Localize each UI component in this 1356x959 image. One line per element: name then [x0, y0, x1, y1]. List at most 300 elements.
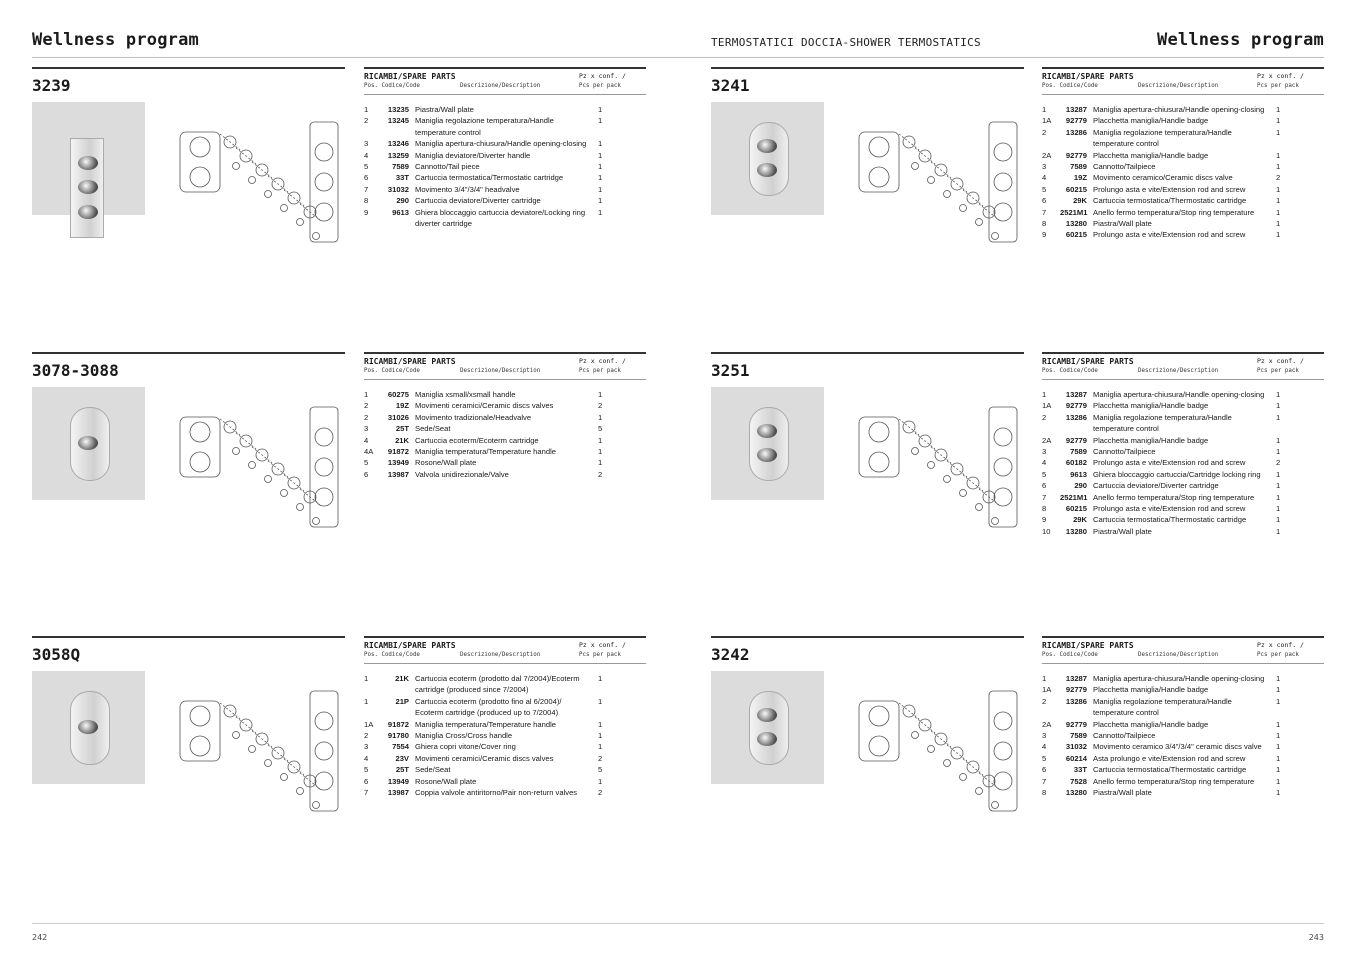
column-pos-code: Pos. Codice/Code [364, 652, 420, 658]
handle-knob [78, 156, 98, 170]
part-row [364, 104, 646, 115]
part-row [364, 389, 646, 400]
part-position: 1A [364, 719, 374, 729]
part-row [1042, 741, 1324, 752]
parts-rows [364, 104, 646, 229]
model-number: 3241 [711, 76, 750, 95]
part-row [1042, 696, 1324, 719]
part-quantity: 1 [598, 776, 603, 786]
part-quantity: 1 [1276, 105, 1281, 114]
exploded-diagram [160, 671, 345, 841]
part-description: Piastra/Wall plate [1093, 526, 1152, 536]
parts-rows [364, 673, 646, 798]
part-code: 31032 [387, 184, 409, 194]
part-code: 13286 [1065, 127, 1087, 137]
part-description: Cartuccia termostatica/Thermostatic cartridge [1093, 196, 1247, 206]
part-row [364, 696, 646, 719]
part-description: Cannotto/Tailpiece [1093, 162, 1156, 172]
part-description: Cartuccia ecoterm (prodotto dal 7/2004)/Ecoterm cartridge (produced since 7/2004) [415, 674, 580, 695]
part-row [1042, 218, 1324, 229]
part-position: 8 [1042, 504, 1047, 514]
part-code: 7528 [1070, 776, 1087, 786]
part-row [1042, 104, 1324, 115]
footer-divider [32, 923, 1324, 924]
part-code: 33T [395, 173, 409, 183]
pieces-per-pack-heading: Pz x conf. / [579, 357, 626, 365]
column-description: Descrizione/Description [460, 368, 541, 374]
table-top-rule [1042, 352, 1324, 354]
part-position: 7 [1042, 492, 1047, 502]
part-row [1042, 673, 1324, 684]
part-code: 60182 [1065, 458, 1087, 468]
product-photo [711, 102, 824, 215]
part-quantity: 1 [1276, 776, 1281, 786]
part-position: 2 [1042, 696, 1047, 706]
column-pos-code: Pos. Codice/Code [364, 368, 420, 374]
part-quantity: 1 [1276, 685, 1281, 695]
part-code: 29K [1073, 515, 1087, 525]
part-description: Placchetta maniglia/Handle badge [1093, 150, 1209, 160]
part-row [1042, 457, 1324, 468]
part-row [1042, 150, 1324, 161]
spare-parts-table [1042, 636, 1324, 876]
header-rule [364, 663, 646, 664]
handle-knob [757, 708, 777, 722]
part-description: Anello fermo temperatura/Stop ring temperature [1093, 492, 1255, 502]
column-pos-code: Pos. Codice/Code [1042, 652, 1098, 658]
part-quantity: 2 [1276, 173, 1281, 183]
column-pcs-per-pack: Pcs per pack [579, 368, 621, 374]
product-section [711, 67, 1024, 317]
part-quantity: 1 [1276, 162, 1281, 172]
pieces-per-pack-heading: Pz x conf. / [579, 641, 626, 649]
part-position: 2 [364, 401, 369, 411]
handle-knob [78, 180, 98, 194]
table-top-rule [1042, 636, 1324, 638]
part-code: 25T [395, 765, 409, 775]
spare-parts-table [1042, 352, 1324, 592]
exploded-diagram [839, 387, 1024, 557]
table-title: RICAMBI/SPARE PARTS [364, 357, 456, 366]
part-code: 31032 [1065, 742, 1087, 752]
section-divider [32, 636, 345, 638]
table-title: RICAMBI/SPARE PARTS [1042, 641, 1134, 650]
part-code: 13246 [387, 139, 409, 149]
exploded-diagram [160, 102, 345, 272]
part-description: Movimento ceramico/Ceramic discs valve [1093, 173, 1233, 183]
part-code: 92779 [1065, 685, 1087, 695]
part-code: 29K [1073, 196, 1087, 206]
part-code: 33T [1073, 765, 1087, 775]
part-code: 21K [395, 674, 409, 683]
column-pcs-per-pack: Pcs per pack [579, 652, 621, 658]
part-description: Rosone/Wall plate [415, 458, 477, 468]
part-position: 1 [364, 390, 369, 399]
part-code: 7554 [392, 742, 409, 752]
part-row [364, 150, 646, 161]
part-quantity: 2 [1276, 458, 1281, 468]
part-description: Maniglia regolazione temperatura/Handle temperature control [1093, 696, 1232, 718]
part-row [364, 776, 646, 787]
part-position: 2 [1042, 127, 1047, 137]
part-position: 2A [1042, 150, 1052, 160]
part-description: Ghiera bloccaggio cartuccia/Cartridge locking ring [1093, 469, 1261, 479]
part-code: 19Z [395, 401, 409, 411]
part-position: 2 [1042, 412, 1047, 422]
product-photo [32, 387, 145, 500]
part-position: 4 [1042, 458, 1047, 468]
header-rule [364, 94, 646, 95]
part-code: 92779 [1065, 150, 1087, 160]
product-section [32, 352, 345, 602]
page-number-right: 243 [1308, 933, 1324, 942]
part-code: 60215 [1065, 230, 1087, 240]
part-description: Maniglia regolazione temperatura/Handle temperature control [415, 116, 554, 137]
pieces-per-pack-heading: Pz x conf. / [1257, 72, 1304, 80]
spare-parts-table [364, 352, 646, 592]
handle-knob [78, 720, 98, 734]
table-top-rule [364, 636, 646, 638]
part-quantity: 5 [598, 765, 603, 775]
part-position: 6 [1042, 481, 1047, 491]
part-description: Maniglia apertura-chiusura/Handle opening-closing [1093, 674, 1265, 683]
part-description: Placchetta maniglia/Handle badge [1093, 401, 1209, 411]
spare-parts-table [1042, 67, 1324, 307]
part-row [364, 161, 646, 172]
part-position: 1 [364, 696, 369, 706]
part-code: 13235 [387, 105, 409, 114]
handle-knob [757, 424, 777, 438]
part-quantity: 1 [1276, 481, 1281, 491]
part-quantity: 1 [1276, 412, 1281, 422]
part-position: 4 [364, 150, 369, 160]
part-row [364, 207, 646, 230]
parts-rows [1042, 673, 1324, 798]
part-quantity: 1 [598, 435, 603, 445]
part-quantity: 1 [1276, 731, 1281, 741]
product-photo [711, 387, 824, 500]
part-row [1042, 719, 1324, 730]
part-description: Valvola unidirezionale/Valve [415, 469, 509, 479]
part-row [1042, 195, 1324, 206]
part-quantity: 1 [1276, 230, 1281, 240]
part-position: 1 [1042, 674, 1047, 683]
part-description: Cartuccia ecoterm/Ecoterm cartridge [415, 435, 539, 445]
part-description: Cartuccia termostatica/Thermostatic cartridge [1093, 765, 1247, 775]
part-row [1042, 480, 1324, 491]
part-row [364, 435, 646, 446]
valve-plate [749, 122, 789, 196]
part-position: 6 [364, 776, 369, 786]
part-code: 290 [396, 196, 409, 206]
part-code: 13286 [1065, 412, 1087, 422]
part-row [364, 753, 646, 764]
part-quantity: 1 [1276, 515, 1281, 525]
part-quantity: 1 [598, 390, 603, 399]
part-quantity: 1 [598, 674, 603, 683]
part-code: 21K [395, 435, 409, 445]
exploded-diagram [839, 102, 1024, 272]
part-description: Piastra/Wall plate [415, 105, 474, 114]
part-quantity: 1 [1276, 492, 1281, 502]
section-divider [711, 636, 1024, 638]
part-row [364, 741, 646, 752]
part-row [364, 764, 646, 775]
part-code: 7589 [392, 162, 409, 172]
part-position: 5 [1042, 469, 1047, 479]
part-position: 2 [364, 412, 369, 422]
part-code: 92779 [1065, 719, 1087, 729]
part-code: 91872 [387, 719, 409, 729]
column-description: Descrizione/Description [460, 83, 541, 89]
part-position: 2A [1042, 719, 1052, 729]
model-number: 3251 [711, 361, 750, 380]
column-description: Descrizione/Description [1138, 652, 1219, 658]
part-quantity: 1 [598, 458, 603, 468]
part-position: 3 [364, 742, 369, 752]
part-row [364, 730, 646, 741]
part-description: Piastra/Wall plate [1093, 219, 1152, 229]
part-quantity: 1 [1276, 435, 1281, 445]
part-quantity: 1 [1276, 196, 1281, 206]
part-row [364, 787, 646, 798]
part-quantity: 2 [598, 469, 603, 479]
part-position: 4 [364, 753, 369, 763]
table-title: RICAMBI/SPARE PARTS [1042, 357, 1134, 366]
part-description: Maniglia apertura-chiusura/Handle opening-closing [415, 139, 587, 149]
part-position: 7 [364, 788, 369, 798]
model-number: 3239 [32, 76, 71, 95]
column-pos-code: Pos. Codice/Code [1042, 83, 1098, 89]
part-quantity: 1 [1276, 219, 1281, 229]
part-code: 290 [1074, 481, 1087, 491]
part-description: Piastra/Wall plate [1093, 788, 1152, 798]
part-description: Cartuccia termostatica/Termostatic cartridge [415, 173, 564, 183]
part-quantity: 2 [598, 788, 603, 798]
product-photo [711, 671, 824, 784]
part-position: 2 [364, 731, 369, 741]
part-position: 1A [1042, 685, 1052, 695]
exploded-diagram [839, 671, 1024, 841]
part-description: Cannotto/Tailpiece [1093, 731, 1156, 741]
part-position: 9 [1042, 515, 1047, 525]
part-description: Maniglia regolazione temperatura/Handle temperature control [1093, 127, 1232, 149]
spare-parts-table [364, 636, 646, 876]
part-row [1042, 753, 1324, 764]
part-code: 9613 [1070, 469, 1087, 479]
part-description: Cartuccia deviatore/Diverter cartridge [415, 196, 541, 206]
exploded-diagram [160, 387, 345, 557]
part-description: Placchetta maniglia/Handle badge [1093, 685, 1209, 695]
part-description: Movimenti ceramici/Ceramic discs valves [415, 401, 554, 411]
part-description: Maniglia apertura-chiusura/Handle opening-closing [1093, 105, 1265, 114]
column-description: Descrizione/Description [1138, 83, 1219, 89]
part-code: 21P [395, 696, 409, 706]
part-description: Ghiera bloccaggio cartuccia deviatore/Locking ring diverter cartridge [415, 207, 586, 229]
part-description: Cartuccia termostatica/Thermostatic cartridge [1093, 515, 1247, 525]
handle-knob [757, 732, 777, 746]
part-code: 25T [395, 424, 409, 434]
part-description: Anello fermo temperatura/Stop ring temperature [1093, 207, 1255, 217]
part-quantity: 1 [1276, 788, 1281, 798]
part-description: Prolungo asta e vite/Extension rod and screw [1093, 184, 1246, 194]
part-row [1042, 446, 1324, 457]
part-code: 60214 [1065, 753, 1087, 763]
part-description: Cannotto/Tailpiece [1093, 447, 1156, 457]
part-quantity: 1 [598, 696, 603, 706]
product-photo [32, 102, 145, 215]
part-row [1042, 764, 1324, 775]
part-row [1042, 412, 1324, 435]
part-code: 13280 [1065, 788, 1087, 798]
part-quantity: 1 [598, 719, 603, 729]
part-description: Placchetta maniglia/Handle badge [1093, 435, 1209, 445]
column-pcs-per-pack: Pcs per pack [579, 83, 621, 89]
part-position: 3 [1042, 731, 1047, 741]
part-code: 60215 [1065, 504, 1087, 514]
part-row [1042, 127, 1324, 150]
part-row [364, 184, 646, 195]
part-row [1042, 184, 1324, 195]
part-quantity: 1 [1276, 696, 1281, 706]
section-divider [711, 352, 1024, 354]
part-row [1042, 492, 1324, 503]
part-position: 4A [364, 447, 374, 457]
part-row [1042, 776, 1324, 787]
header-rule [1042, 663, 1324, 664]
part-description: Sede/Seat [415, 424, 451, 434]
part-position: 6 [1042, 765, 1047, 775]
part-description: Movimento 3/4"/3/4" headvalve [415, 184, 520, 194]
part-code: 13949 [387, 776, 409, 786]
part-quantity: 1 [1276, 207, 1281, 217]
part-position: 1A [1042, 116, 1052, 126]
part-description: Ghiera copri vitone/Cover ring [415, 742, 516, 752]
part-quantity: 1 [598, 742, 603, 752]
table-top-rule [364, 352, 646, 354]
header-rule [1042, 94, 1324, 95]
part-position: 8 [364, 196, 369, 206]
part-quantity: 1 [598, 731, 603, 741]
page-number-left: 242 [32, 933, 48, 942]
handle-knob [78, 205, 98, 219]
column-description: Descrizione/Description [460, 652, 541, 658]
part-code: 92779 [1065, 435, 1087, 445]
part-quantity: 1 [598, 116, 603, 126]
part-position: 4 [364, 435, 369, 445]
part-code: 7589 [1070, 731, 1087, 741]
part-code: 91872 [387, 447, 409, 457]
table-title: RICAMBI/SPARE PARTS [364, 72, 456, 81]
model-number: 3078-3088 [32, 361, 119, 380]
column-pos-code: Pos. Codice/Code [1042, 368, 1098, 374]
part-row [364, 412, 646, 423]
section-divider [32, 67, 345, 69]
header-rule [364, 379, 646, 380]
part-position: 6 [1042, 196, 1047, 206]
model-number: 3242 [711, 645, 750, 664]
part-description: Prolungo asta e vite/Extension rod and screw [1093, 458, 1246, 468]
part-position: 1 [364, 105, 369, 114]
part-code: 23V [395, 753, 409, 763]
table-title: RICAMBI/SPARE PARTS [364, 641, 456, 650]
part-quantity: 1 [598, 162, 603, 172]
part-row [1042, 787, 1324, 798]
part-code: 13987 [387, 469, 409, 479]
part-quantity: 1 [598, 447, 603, 457]
part-row [364, 195, 646, 206]
column-description: Descrizione/Description [1138, 368, 1219, 374]
part-description: Cannotto/Tail piece [415, 162, 480, 172]
part-quantity: 1 [1276, 742, 1281, 752]
part-quantity: 2 [598, 753, 603, 763]
part-position: 5 [1042, 184, 1047, 194]
part-quantity: 5 [598, 424, 603, 434]
pieces-per-pack-heading: Pz x conf. / [1257, 357, 1304, 365]
part-position: 6 [364, 469, 369, 479]
part-position: 1 [1042, 105, 1047, 114]
part-quantity: 1 [1276, 526, 1281, 536]
part-row [364, 138, 646, 149]
part-code: 2521M1 [1060, 207, 1088, 217]
handle-knob [757, 139, 777, 153]
part-quantity: 1 [1276, 765, 1281, 775]
handle-knob [757, 448, 777, 462]
column-pcs-per-pack: Pcs per pack [1257, 368, 1299, 374]
part-code: 7589 [1070, 162, 1087, 172]
part-code: 13280 [1065, 219, 1087, 229]
pieces-per-pack-heading: Pz x conf. / [1257, 641, 1304, 649]
part-description: Maniglia Cross/Cross handle [415, 731, 513, 741]
column-pcs-per-pack: Pcs per pack [1257, 652, 1299, 658]
part-position: 4 [1042, 742, 1047, 752]
part-row [1042, 207, 1324, 218]
model-number: 3058Q [32, 645, 81, 664]
part-row [1042, 389, 1324, 400]
part-quantity: 1 [598, 196, 603, 206]
part-description: Prolungo asta e vite/Extension rod and screw [1093, 504, 1246, 514]
part-quantity: 1 [598, 139, 603, 149]
part-quantity: 1 [1276, 447, 1281, 457]
part-quantity: 1 [598, 207, 603, 217]
table-top-rule [1042, 67, 1324, 69]
part-description: Placchetta maniglia/Handle badge [1093, 719, 1209, 729]
product-section [32, 636, 345, 886]
section-divider [711, 67, 1024, 69]
part-description: Movimento tradizionale/Headvalve [415, 412, 532, 422]
part-row [1042, 503, 1324, 514]
handle-knob [78, 436, 98, 450]
part-row [364, 446, 646, 457]
part-row [364, 115, 646, 138]
part-quantity: 1 [1276, 150, 1281, 160]
part-description: Maniglia temperatura/Temperature handle [415, 719, 556, 729]
part-row [1042, 684, 1324, 695]
spare-parts-table [364, 67, 646, 307]
part-description: Anello fermo temperatura/Stop ring temperature [1093, 776, 1255, 786]
column-pos-code: Pos. Codice/Code [364, 83, 420, 89]
part-row [1042, 469, 1324, 480]
part-description: Movimenti ceramici/Ceramic discs valves [415, 753, 554, 763]
part-row [1042, 115, 1324, 126]
part-position: 1 [1042, 390, 1047, 399]
part-code: 7589 [1070, 447, 1087, 457]
part-quantity: 1 [1276, 504, 1281, 514]
part-position: 3 [1042, 447, 1047, 457]
part-quantity: 1 [1276, 401, 1281, 411]
section-divider [32, 352, 345, 354]
part-quantity: 1 [1276, 116, 1281, 126]
